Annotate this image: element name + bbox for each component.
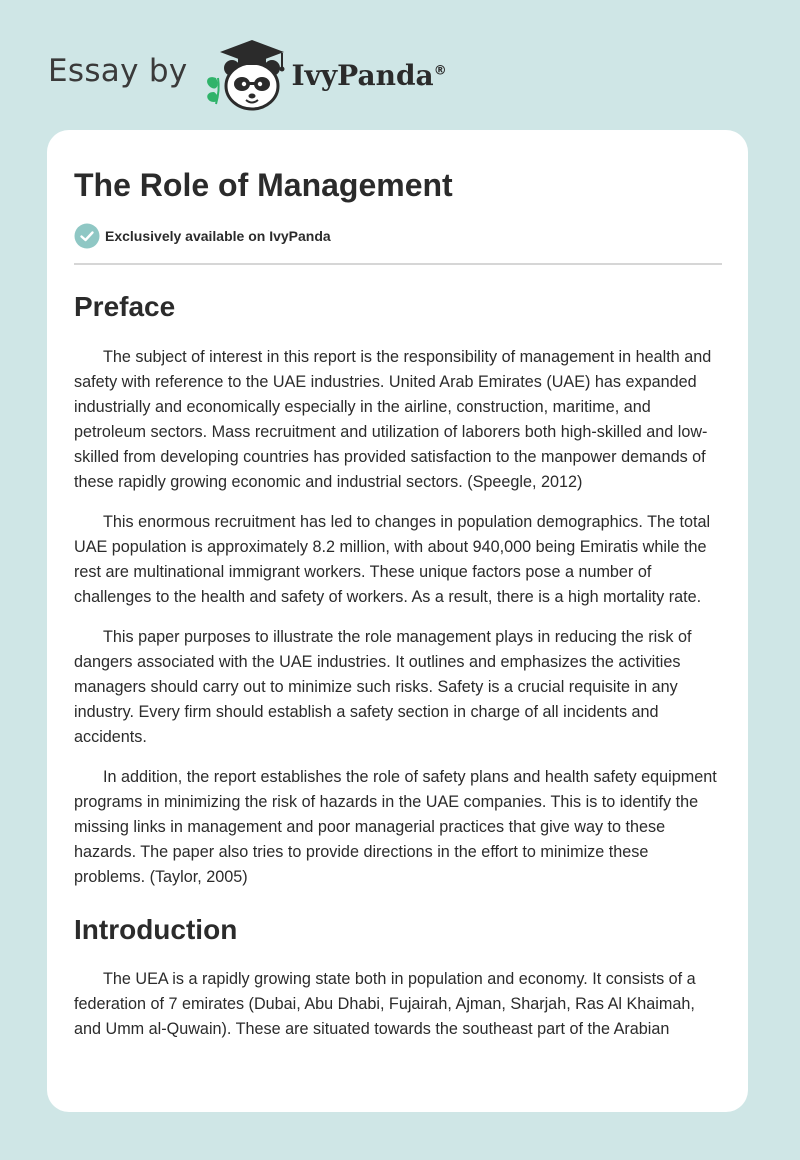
brand-prefix: Essay by <box>48 53 188 89</box>
brand-header[interactable] <box>48 34 447 114</box>
paragraph: The UEA is a rapidly growing state both in population and economy. It consists of a federation of 7 emirates (Dubai, Abu Dhabi, Fujairah, Ajman, Sharjah, Ras Al Khaimah, and Umm al-Quwain). These are situated towards the southeast part of the Arabian <box>74 970 696 1038</box>
exclusive-badge-text: Exclusively available on IvyPanda <box>105 228 331 244</box>
brand-name-text: IvyPanda <box>291 58 434 92</box>
section-heading-preface: Preface <box>74 291 176 322</box>
essay-card <box>47 130 748 1112</box>
introduction-body <box>74 967 722 1042</box>
section-heading-introduction: Introduction <box>74 914 238 945</box>
brand-name <box>292 59 447 92</box>
paragraph: This paper purposes to illustrate the role management plays in reducing the risk of dangers associated with the UAE industries. It outlines and emphasizes the activities managers should carry out to minimize such risks. Safety is a crucial requisite in any industry. Every firm should establish a safety section in charge of all incidents and accidents. <box>74 628 692 746</box>
preface-body <box>74 345 722 890</box>
paragraph: In addition, the report establishes the role of safety plans and health safety equipment programs in minimizing the risk of hazards in the UAE companies. This is to identify the missing links in management and poor managerial practices that give way to these hazards. The paper also tries to provide directions in the effort to minimize these problems. (Taylor, 2005) <box>74 768 717 886</box>
registered-mark: ® <box>433 63 447 79</box>
panda-logo-icon <box>202 34 292 114</box>
title-divider <box>74 263 722 265</box>
page-title: The Role of Management <box>74 167 453 203</box>
paragraph: This enormous recruitment has led to changes in population demographics. The total UAE population is approximately 8.2 million, with about 940,000 being Emiratis while the rest are multinational immigrant workers. These unique factors pose a number of challenges to the health and safety of workers. As a result, there is a high mortality rate. <box>74 513 711 606</box>
check-circle-icon <box>74 223 100 249</box>
exclusive-badge <box>74 223 722 249</box>
paragraph: The subject of interest in this report is the responsibility of management in health and safety with reference to the UAE industries. United Arab Emirates (UAE) has expanded industrially and economically especially in the airline, construction, maritime, and petroleum sectors. Mass recruitment and utilization of laborers both high-skilled and low-skilled from developing countries has provided satisfaction to the manpower demands of these rapidly growing economic and industrial sectors. (Speegle, 2012) <box>74 348 712 491</box>
